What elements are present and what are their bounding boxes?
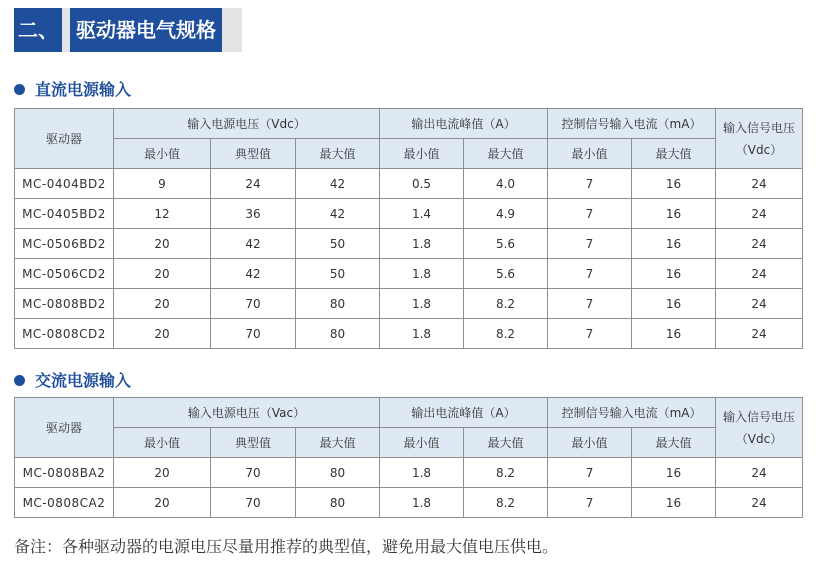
header-signal-voltage-line2: （Vdc） <box>735 431 783 446</box>
table-row <box>15 319 803 349</box>
value-cell: 7 <box>548 458 632 488</box>
dc-heading-text: 直流电源输入 <box>35 80 132 99</box>
value-cell: 1.8 <box>380 458 464 488</box>
value-cell: 24 <box>716 199 803 229</box>
value-cell: 20 <box>114 259 211 289</box>
header-max: 最大值 <box>464 139 548 169</box>
value-cell: 24 <box>716 229 803 259</box>
model-cell: MC-0506CD2 <box>15 259 114 289</box>
header-max: 最大值 <box>632 428 716 458</box>
value-cell: 1.8 <box>380 289 464 319</box>
header-max: 最大值 <box>464 428 548 458</box>
value-cell: 20 <box>114 458 211 488</box>
value-cell: 70 <box>211 289 296 319</box>
value-cell: 24 <box>716 458 803 488</box>
header-typ: 典型值 <box>211 139 296 169</box>
value-cell: 4.9 <box>464 199 548 229</box>
table-row <box>15 259 803 289</box>
header-signal-voltage <box>716 109 803 169</box>
model-cell: MC-0808CD2 <box>15 319 114 349</box>
value-cell: 20 <box>114 488 211 518</box>
header-min: 最小值 <box>548 139 632 169</box>
value-cell: 24 <box>716 289 803 319</box>
value-cell: 16 <box>632 319 716 349</box>
value-cell: 80 <box>296 488 380 518</box>
table-row <box>15 169 803 199</box>
table-row <box>15 229 803 259</box>
table-row <box>15 289 803 319</box>
model-cell: MC-0404BD2 <box>15 169 114 199</box>
header-typ: 典型值 <box>211 428 296 458</box>
model-cell: MC-0808CA2 <box>15 488 114 518</box>
value-cell: 5.6 <box>464 259 548 289</box>
header-signal-voltage-line1: 输入信号电压 <box>722 120 795 135</box>
header-min: 最小值 <box>114 428 211 458</box>
value-cell: 7 <box>548 229 632 259</box>
model-cell: MC-0506BD2 <box>15 229 114 259</box>
value-cell: 42 <box>211 229 296 259</box>
value-cell: 4.0 <box>464 169 548 199</box>
value-cell: 20 <box>114 289 211 319</box>
value-cell: 12 <box>114 199 211 229</box>
value-cell: 5.6 <box>464 229 548 259</box>
value-cell: 24 <box>716 169 803 199</box>
section-header <box>14 8 242 52</box>
value-cell: 24 <box>716 488 803 518</box>
value-cell: 7 <box>548 199 632 229</box>
value-cell: 16 <box>632 488 716 518</box>
value-cell: 1.8 <box>380 319 464 349</box>
table-row <box>15 458 803 488</box>
model-cell: MC-0808BD2 <box>15 289 114 319</box>
value-cell: 20 <box>114 319 211 349</box>
header-input-voltage: 输入电源电压（Vac） <box>114 398 380 428</box>
value-cell: 20 <box>114 229 211 259</box>
header-min: 最小值 <box>114 139 211 169</box>
value-cell: 16 <box>632 229 716 259</box>
header-max: 最大值 <box>296 139 380 169</box>
value-cell: 80 <box>296 289 380 319</box>
header-min: 最小值 <box>380 428 464 458</box>
header-signal-voltage-line2: （Vdc） <box>735 142 783 157</box>
model-cell: MC-0405BD2 <box>15 199 114 229</box>
dc-spec-table <box>14 108 803 349</box>
dc-heading <box>14 79 131 101</box>
value-cell: 8.2 <box>464 319 548 349</box>
value-cell: 70 <box>211 458 296 488</box>
value-cell: 16 <box>632 199 716 229</box>
ac-spec-table <box>14 397 803 518</box>
value-cell: 8.2 <box>464 458 548 488</box>
header-max: 最大值 <box>632 139 716 169</box>
header-max: 最大值 <box>296 428 380 458</box>
bullet-dot-icon <box>14 375 25 386</box>
value-cell: 24 <box>211 169 296 199</box>
value-cell: 24 <box>716 319 803 349</box>
header-min: 最小值 <box>548 428 632 458</box>
header-input-voltage: 输入电源电压（Vdc） <box>114 109 380 139</box>
bullet-dot-icon <box>14 84 25 95</box>
value-cell: 8.2 <box>464 289 548 319</box>
value-cell: 50 <box>296 229 380 259</box>
value-cell: 7 <box>548 319 632 349</box>
value-cell: 42 <box>211 259 296 289</box>
value-cell: 1.8 <box>380 488 464 518</box>
value-cell: 1.8 <box>380 229 464 259</box>
ac-heading-text: 交流电源输入 <box>35 371 132 390</box>
value-cell: 70 <box>211 319 296 349</box>
value-cell: 16 <box>632 289 716 319</box>
value-cell: 16 <box>632 169 716 199</box>
value-cell: 50 <box>296 259 380 289</box>
value-cell: 8.2 <box>464 488 548 518</box>
value-cell: 7 <box>548 488 632 518</box>
header-driver: 驱动器 <box>15 109 114 169</box>
value-cell: 1.4 <box>380 199 464 229</box>
footnote: 备注：各种驱动器的电源电压尽量用推荐的典型值，避免用最大值电压供电。 <box>14 537 559 556</box>
value-cell: 42 <box>296 199 380 229</box>
value-cell: 24 <box>716 259 803 289</box>
section-number: 二、 <box>14 8 62 52</box>
value-cell: 0.5 <box>380 169 464 199</box>
value-cell: 16 <box>632 259 716 289</box>
header-output-current: 输出电流峰值（A） <box>380 109 548 139</box>
header-control-current: 控制信号输入电流（mA） <box>548 398 716 428</box>
value-cell: 80 <box>296 458 380 488</box>
value-cell: 1.8 <box>380 259 464 289</box>
header-control-current: 控制信号输入电流（mA） <box>548 109 716 139</box>
header-min: 最小值 <box>380 139 464 169</box>
value-cell: 36 <box>211 199 296 229</box>
table-row <box>15 199 803 229</box>
section-title: 驱动器电气规格 <box>70 8 222 52</box>
value-cell: 7 <box>548 289 632 319</box>
header-signal-voltage <box>716 398 803 458</box>
header-output-current: 输出电流峰值（A） <box>380 398 548 428</box>
value-cell: 16 <box>632 458 716 488</box>
ac-heading <box>14 370 131 392</box>
value-cell: 7 <box>548 259 632 289</box>
value-cell: 9 <box>114 169 211 199</box>
header-driver: 驱动器 <box>15 398 114 458</box>
header-signal-voltage-line1: 输入信号电压 <box>723 409 796 424</box>
table-row <box>15 488 803 518</box>
value-cell: 7 <box>548 169 632 199</box>
value-cell: 42 <box>296 169 380 199</box>
value-cell: 70 <box>211 488 296 518</box>
value-cell: 80 <box>296 319 380 349</box>
model-cell: MC-0808BA2 <box>15 458 114 488</box>
